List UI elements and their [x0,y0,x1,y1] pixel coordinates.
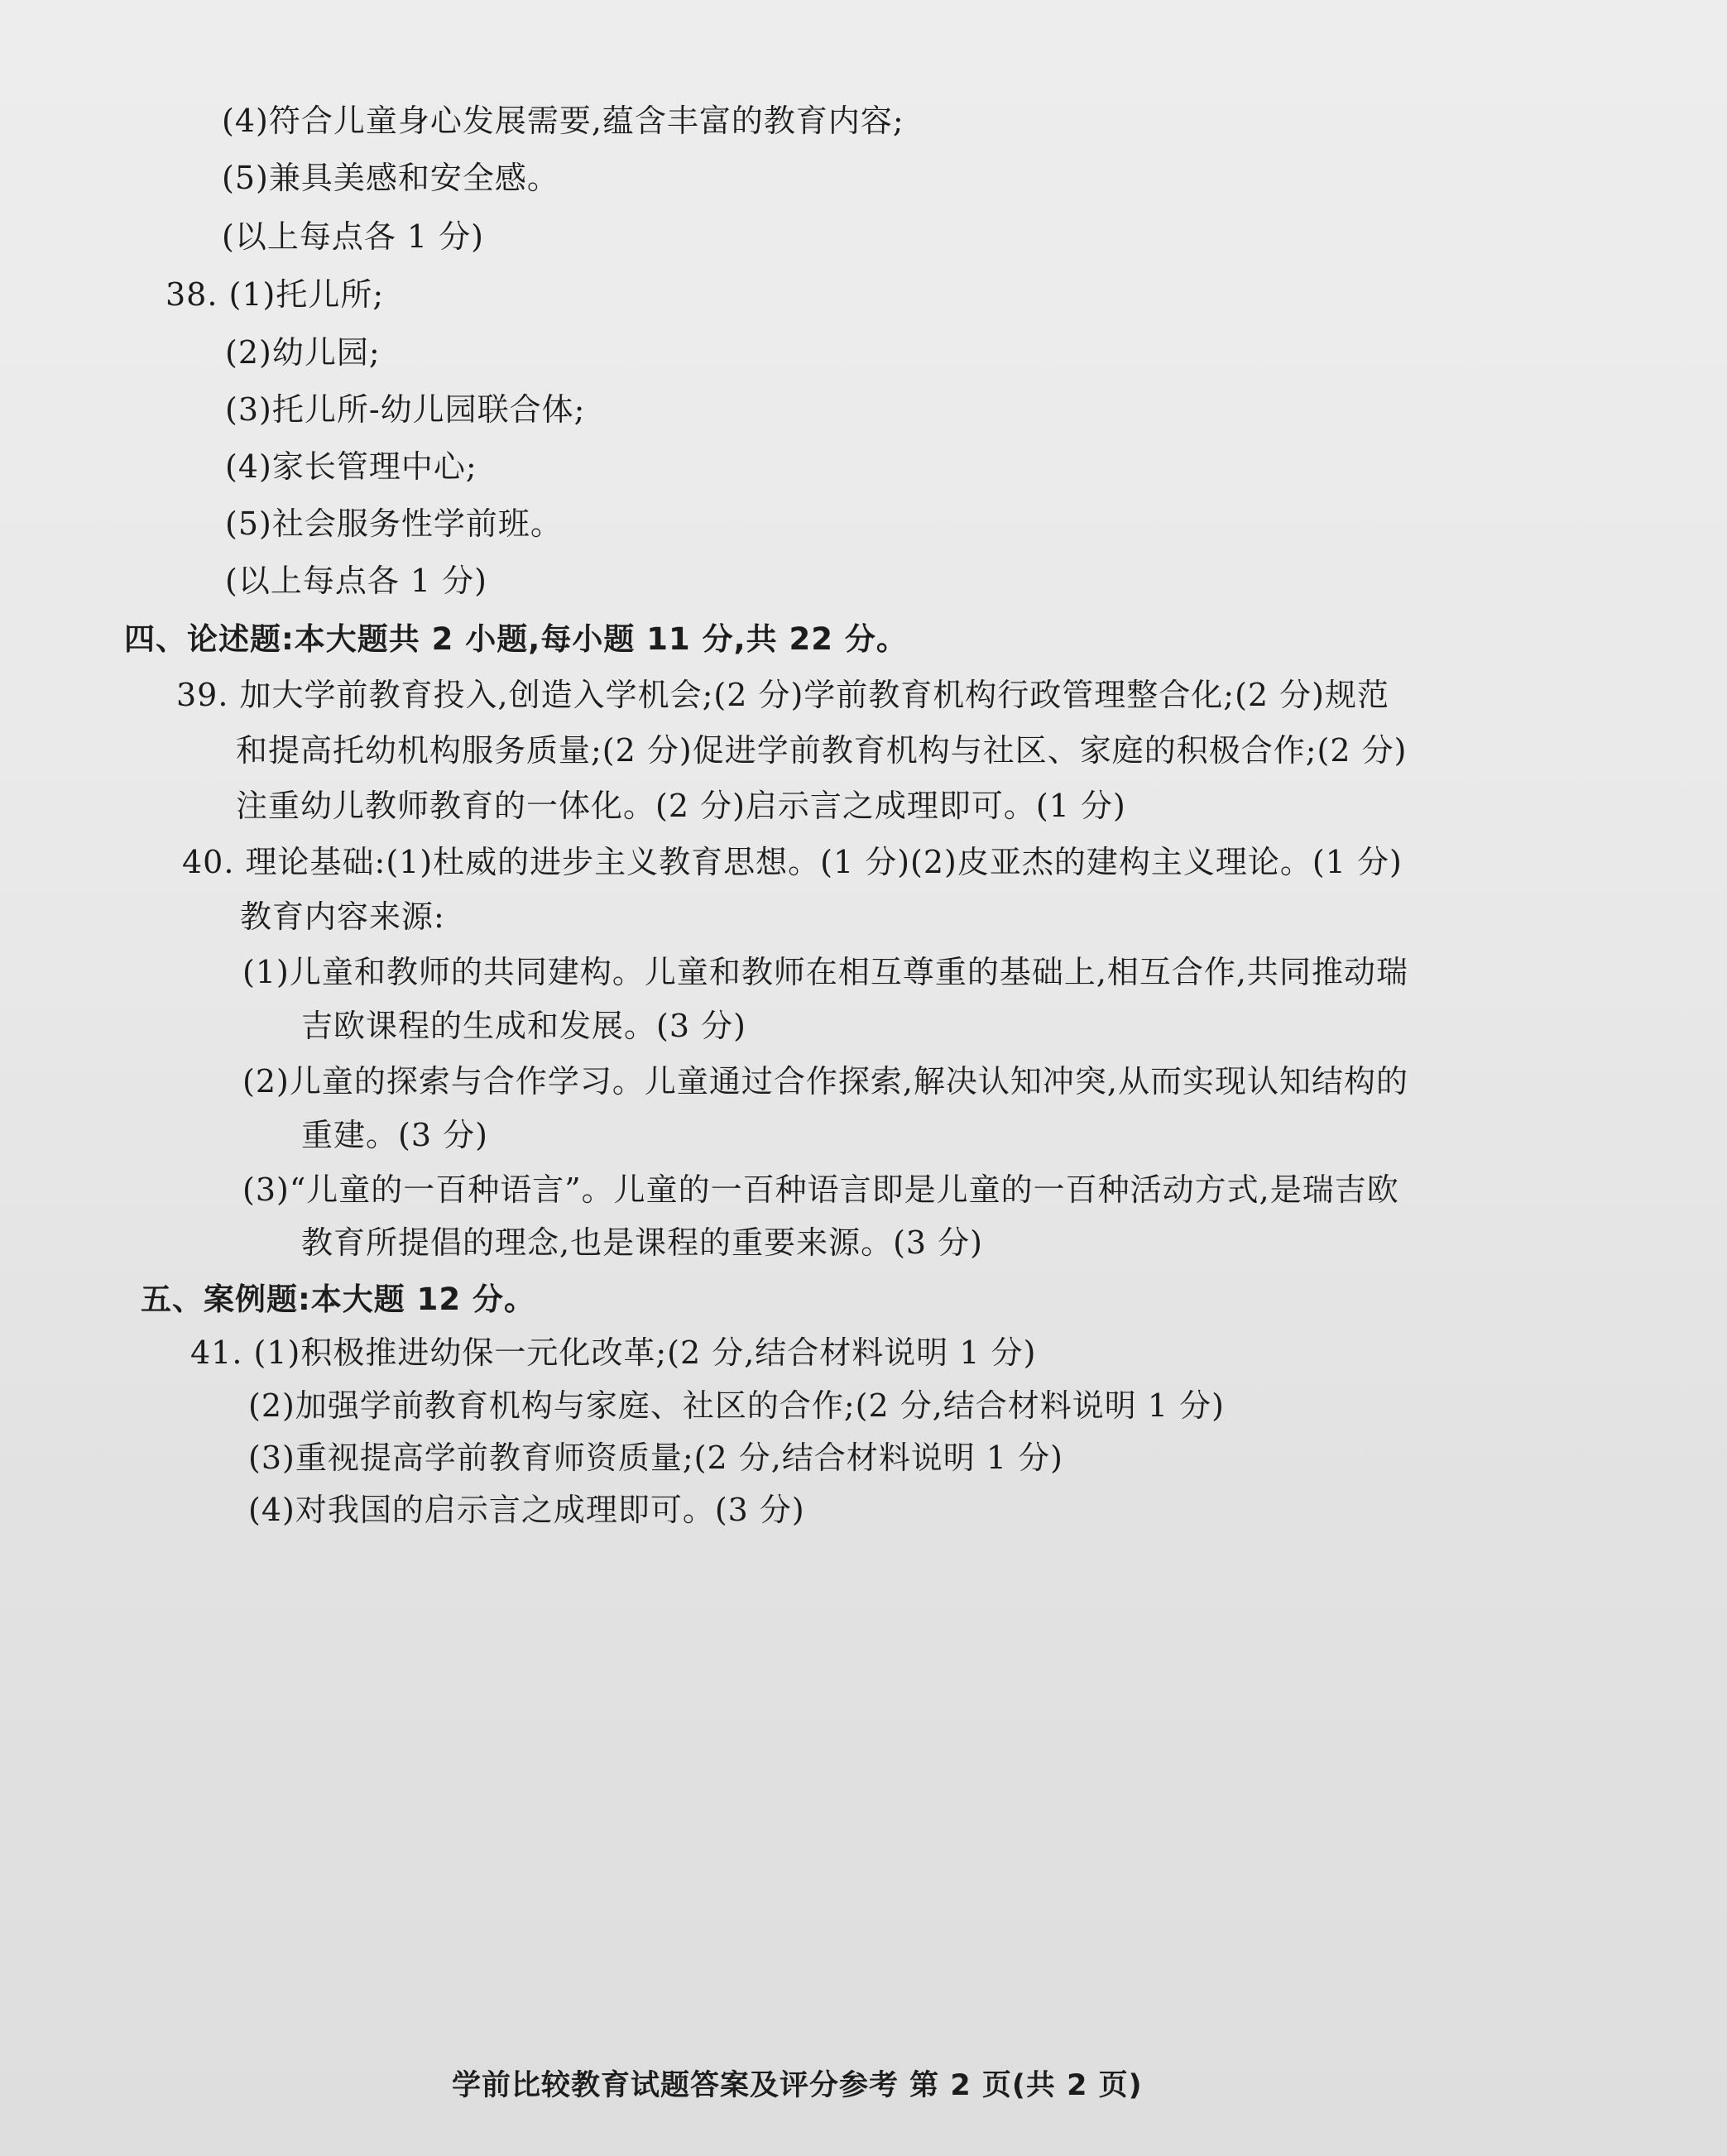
page-footer: 学前比较教育试题答案及评分参考 第 2 页(共 2 页) [452,2069,1143,2102]
q38-item-4: (4)家长管理中心; [225,448,477,485]
q40-item-1-line-2: 吉欧课程的生成和发展。(3 分) [301,1008,746,1044]
q41-item-4: (4)对我国的启示言之成理即可。(3 分) [248,1492,805,1528]
q40-line-1: 40. 理论基础:(1)杜威的进步主义教育思想。(1 分)(2)皮亚杰的建构主义理论。(1 分) [182,844,1403,880]
q40-line-2: 教育内容来源: [240,898,445,935]
q37-item-4: (4)符合儿童身心发展需要,蕴含丰富的教育内容; [222,103,904,139]
q39-line-2: 和提高托幼机构服务质量;(2 分)促进学前教育机构与社区、家庭的积极合作;(2 分) [236,732,1408,769]
q41-item-3: (3)重视提高学前教育师资质量;(2 分,结合材料说明 1 分) [248,1440,1063,1476]
q40-item-1-line-1: (1)儿童和教师的共同建构。儿童和教师在相互尊重的基础上,相互合作,共同推动瑞 [242,954,1408,990]
q41-item-1: 41. (1)积极推进幼保一元化改革;(2 分,结合材料说明 1 分) [190,1334,1037,1371]
q40-item-2-line-1: (2)儿童的探索与合作学习。儿童通过合作探索,解决认知冲突,从而实现认知结构的 [242,1063,1408,1100]
q38-item-1: 38. (1)托儿所; [166,276,385,313]
q39-line-3: 注重幼儿教师教育的一体化。(2 分)启示言之成理即可。(1 分) [236,788,1126,824]
section-4-heading: 四、论述题:本大题共 2 小题,每小题 11 分,共 22 分。 [124,621,908,657]
q38-item-3: (3)托儿所-幼儿园联合体; [225,391,586,428]
section-5-heading: 五、案例题:本大题 12 分。 [141,1282,536,1317]
q40-item-3-line-2: 教育所提倡的理念,也是课程的重要来源。(3 分) [301,1224,983,1261]
q40-item-2-line-2: 重建。(3 分) [301,1117,488,1153]
q39-line-1: 39. 加大学前教育投入,创造入学机会;(2 分)学前教育机构行政管理整合化;(2 分)规范 [176,677,1390,713]
q37-item-5: (5)兼具美感和安全感。 [222,160,559,196]
q40-item-3-line-1: (3)“儿童的一百种语言”。儿童的一百种语言即是儿童的一百种活动方式,是瑞吉欧 [242,1171,1399,1208]
q38-item-5: (5)社会服务性学前班。 [225,505,563,542]
q38-item-2: (2)幼儿园; [225,334,381,371]
q37-score-note: (以上每点各 1 分) [222,218,484,255]
q38-score-note: (以上每点各 1 分) [225,563,487,599]
q41-item-2: (2)加强学前教育机构与家庭、社区的合作;(2 分,结合材料说明 1 分) [248,1387,1225,1424]
